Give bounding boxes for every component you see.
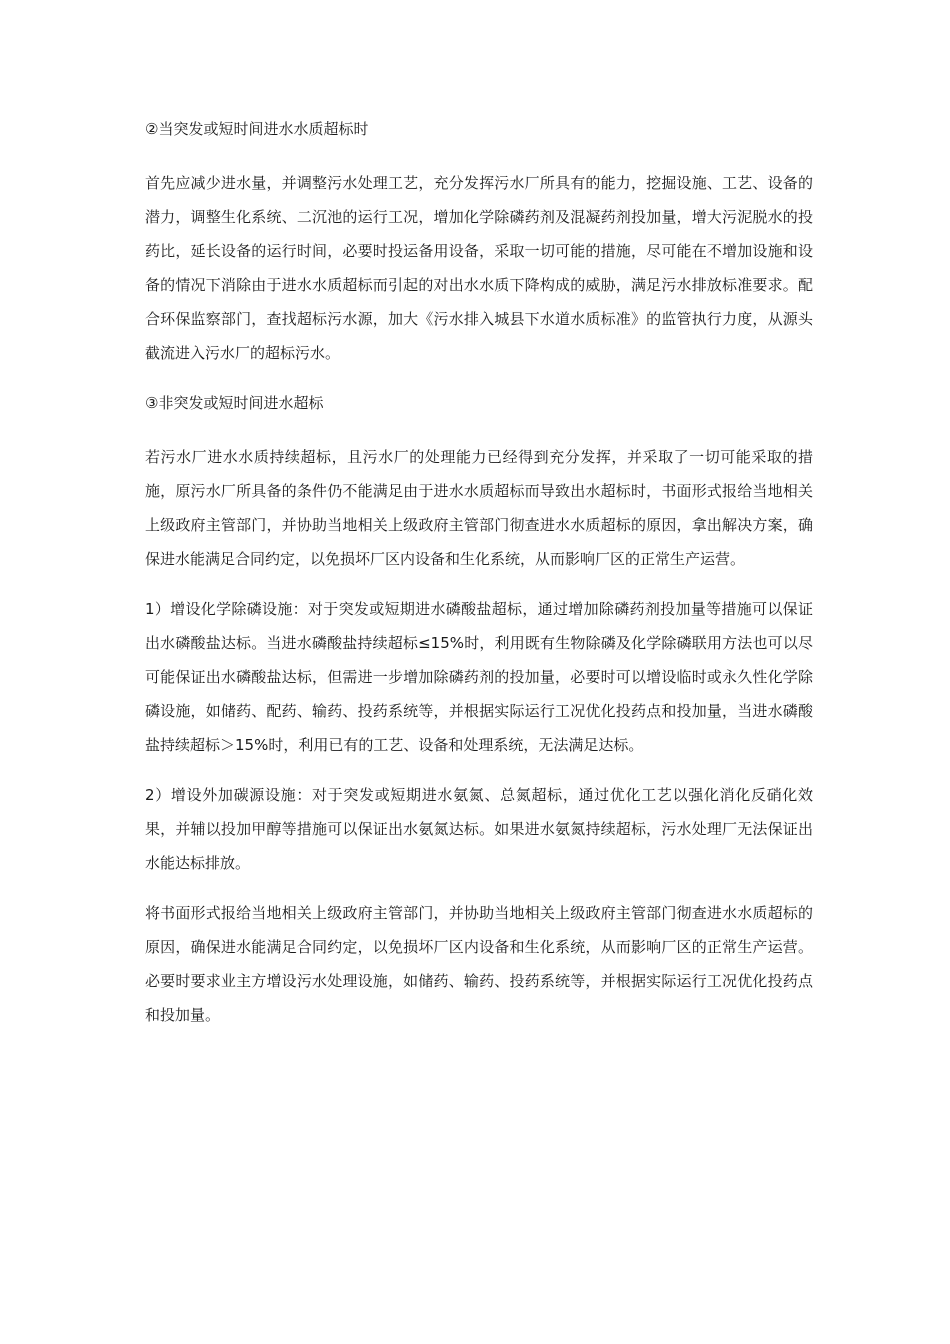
body-paragraph: 将书面形式报给当地相关上级政府主管部门，并协助当地相关上级政府主管部门彻查进水水质超标的原因，确保进水能满足合同约定，以免损坏厂区内设备和生化系统，从而影响厂区的正常生产运营。必要时要求业主方增设污水处理设施，如储药、输药、投药系统等，并根据实际运行工况优化投药点和投加量。 (145, 904, 813, 1024)
body-paragraph: 若污水厂进水水质持续超标，且污水厂的处理能力已经得到充分发挥，并采取了一切可能采取的措施，原污水厂所具备的条件仍不能满足由于进水水质超标而导致出水超标时，书面形式报给当地相关上级政府主管部门，并协助当地相关上级政府主管部门彻查进水水质超标的原因，拿出解决方案，确保进水能满足合同约定，以免损坏厂区内设备和生化系统，从而影响厂区的正常生产运营。 (145, 448, 813, 568)
list-paragraph: 2）增设外加碳源设施：对于突发或短期进水氨氮、总氮超标，通过优化工艺以强化消化反硝化效果，并辅以投加甲醇等措施可以保证出水氨氮达标。如果进水氨氮持续超标，污水处理厂无法保证出水能达标排放。 (145, 786, 813, 872)
document-body (145, 112, 813, 1048)
body-paragraph: 首先应减少进水量，并调整污水处理工艺，充分发挥污水厂所具有的能力，挖掘设施、工艺、设备的潜力，调整生化系统、二沉池的运行工况，增加化学除磷药剂及混凝药剂投加量，增大污泥脱水的投药比，延长设备的运行时间，必要时投运备用设备，采取一切可能的措施，尽可能在不增加设施和设备的情况下消除由于进水水质超标而引起的对出水水质下降构成的威胁，满足污水排放标准要求。配合环保监察部门，查找超标污水源，加大《污水排入城县下水道水质标准》的监管执行力度，从源头截流进入污水厂的超标污水。 (145, 174, 813, 362)
list-paragraph: 1）增设化学除磷设施：对于突发或短期进水磷酸盐超标，通过增加除磷药剂投加量等措施可以保证出水磷酸盐达标。当进水磷酸盐持续超标≤15%时，利用既有生物除磷及化学除磷联用方法也可以尽可能保证出水磷酸盐达标，但需进一步增加除磷药剂的投加量，必要时可以增设临时或永久性化学除磷设施，如储药、配药、输药、投药系统等，并根据实际运行工况优化投药点和投加量，当进水磷酸盐持续超标＞15%时，利用已有的工艺、设备和处理系统，无法满足达标。 (145, 600, 813, 754)
section-heading: ③非突发或短时间进水超标 (145, 394, 324, 412)
section-heading: ②当突发或短时间进水水质超标时 (145, 120, 369, 138)
